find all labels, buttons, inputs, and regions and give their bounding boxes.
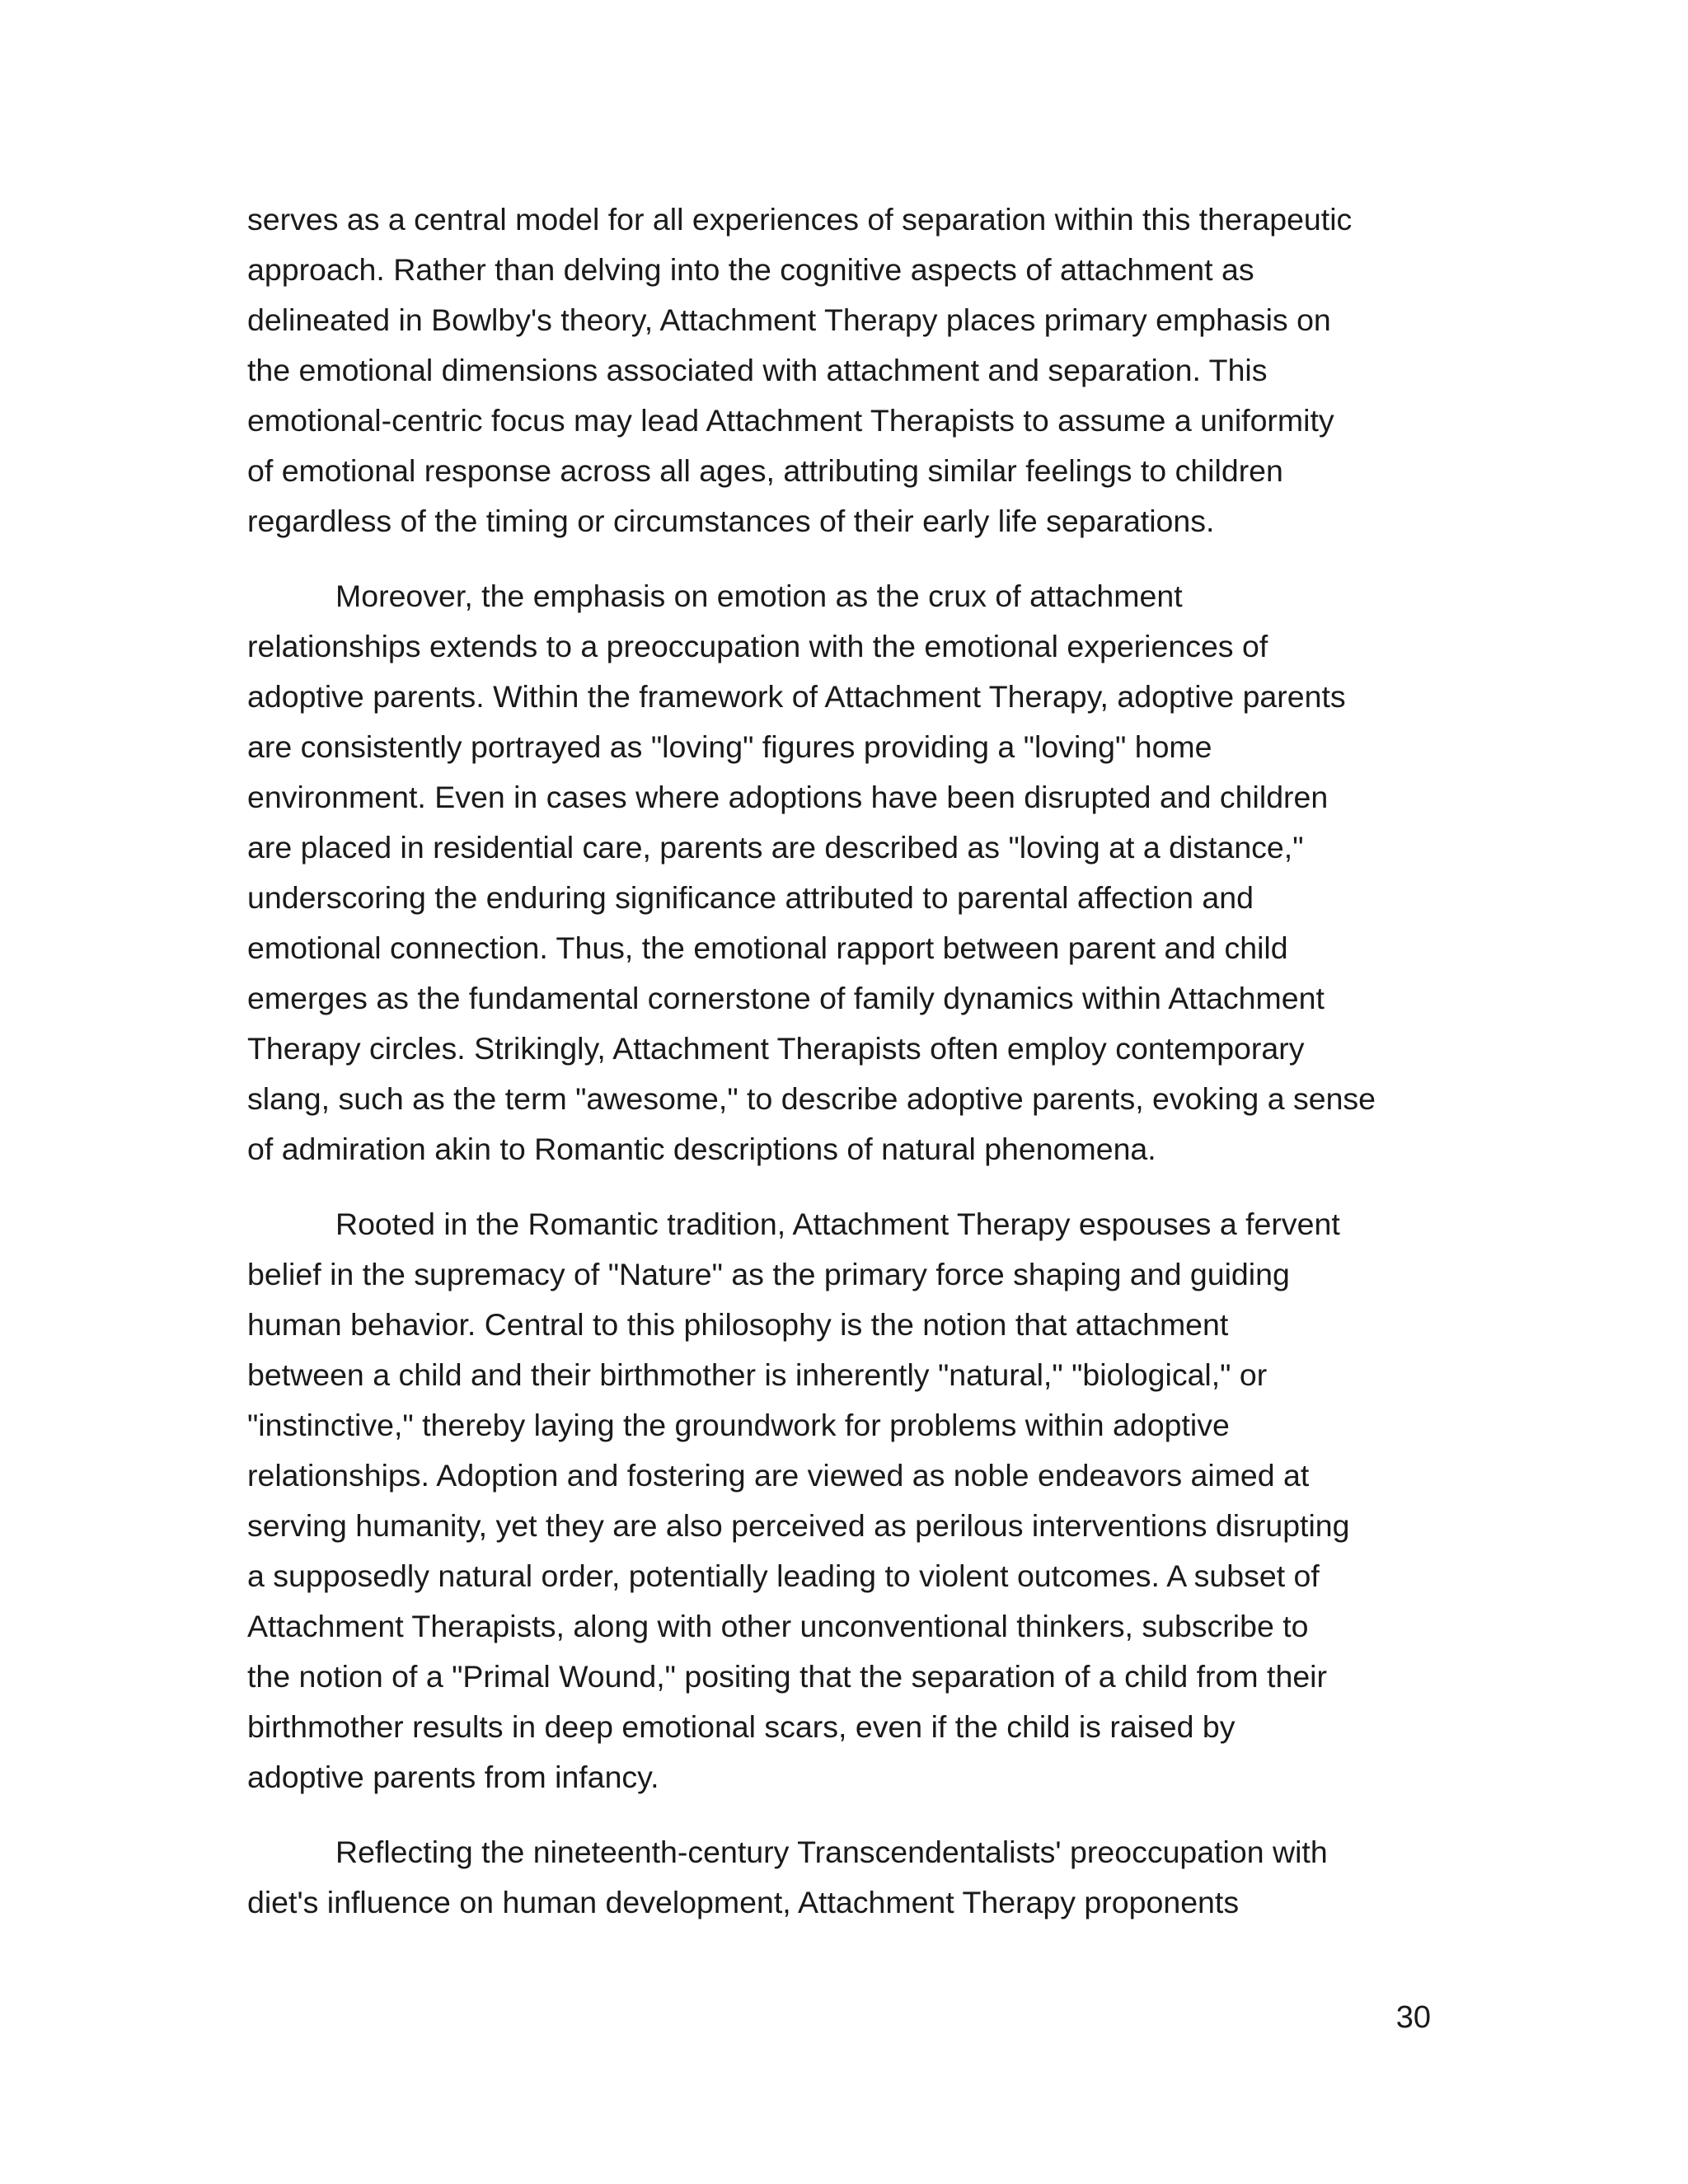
text-line: the notion of a "Primal Wound," positing that the separation of a child from their [247, 1659, 1327, 1694]
text-line: belief in the supremacy of "Nature" as the primary force shaping and guiding [247, 1257, 1290, 1291]
text-line: emerges as the fundamental cornerstone of family dynamics within Attachment [247, 981, 1325, 1015]
text-line: delineated in Bowlby's theory, Attachment Therapy places primary emphasis on [247, 302, 1331, 337]
text-line: adoptive parents from infancy. [247, 1760, 659, 1794]
paragraph-2 [247, 571, 1442, 1174]
text-line: serves as a central model for all experiences of separation within this therapeutic [247, 202, 1353, 237]
body-text [247, 194, 1442, 1952]
text-line: emotional-centric focus may lead Attachment Therapists to assume a uniformity [247, 403, 1334, 438]
text-line: serving humanity, yet they are also perceived as perilous interventions disrupting [247, 1508, 1350, 1543]
text-line: a supposedly natural order, potentially leading to violent outcomes. A subset of [247, 1558, 1320, 1593]
text-line: underscoring the enduring significance attributed to parental affection and [247, 880, 1254, 915]
text-line: Rooted in the Romantic tradition, Attachment Therapy espouses a fervent [335, 1207, 1340, 1241]
text-line: the emotional dimensions associated with attachment and separation. This [247, 353, 1268, 387]
text-line: between a child and their birthmother is inherently "natural," "biological," or [247, 1357, 1268, 1392]
text-line: Therapy circles. Strikingly, Attachment Therapists often employ contemporary [247, 1031, 1305, 1066]
text-line: approach. Rather than delving into the cognitive aspects of attachment as [247, 252, 1254, 287]
text-line: birthmother results in deep emotional scars, even if the child is raised by [247, 1709, 1236, 1744]
text-line: regardless of the timing or circumstances of their early life separations. [247, 504, 1215, 538]
text-line: Attachment Therapists, along with other unconventional thinkers, subscribe to [247, 1609, 1309, 1643]
page-number: 30 [1395, 2000, 1431, 2035]
text-line: environment. Even in cases where adoptions have been disrupted and children [247, 780, 1329, 814]
text-line: adoptive parents. Within the framework of Attachment Therapy, adoptive parents [247, 679, 1346, 714]
paragraph-1 [247, 194, 1442, 546]
text-line: emotional connection. Thus, the emotional rapport between parent and child [247, 930, 1288, 965]
text-line: slang, such as the term "awesome," to describe adoptive parents, evoking a sense [247, 1081, 1376, 1116]
text-line: "instinctive," thereby laying the groundwork for problems within adoptive [247, 1408, 1230, 1442]
text-line: human behavior. Central to this philosophy is the notion that attachment [247, 1307, 1229, 1342]
text-line: Reflecting the nineteenth-century Transcendentalists' preoccupation with [335, 1835, 1328, 1869]
paragraph-4 [247, 1827, 1442, 1928]
text-line: diet's influence on human development, Attachment Therapy proponents [247, 1885, 1240, 1919]
text-line: of admiration akin to Romantic descriptions of natural phenomena. [247, 1132, 1156, 1166]
text-line: of emotional response across all ages, attributing similar feelings to children [247, 453, 1283, 488]
text-line: are consistently portrayed as "loving" figures providing a "loving" home [247, 729, 1212, 764]
text-line: relationships. Adoption and fostering are viewed as noble endeavors aimed at [247, 1458, 1310, 1493]
text-line: relationships extends to a preoccupation with the emotional experiences of [247, 629, 1268, 663]
text-line: Moreover, the emphasis on emotion as the crux of attachment [335, 579, 1183, 613]
text-line: are placed in residential care, parents are described as "loving at a distance," [247, 830, 1304, 865]
paragraph-3 [247, 1199, 1442, 1802]
